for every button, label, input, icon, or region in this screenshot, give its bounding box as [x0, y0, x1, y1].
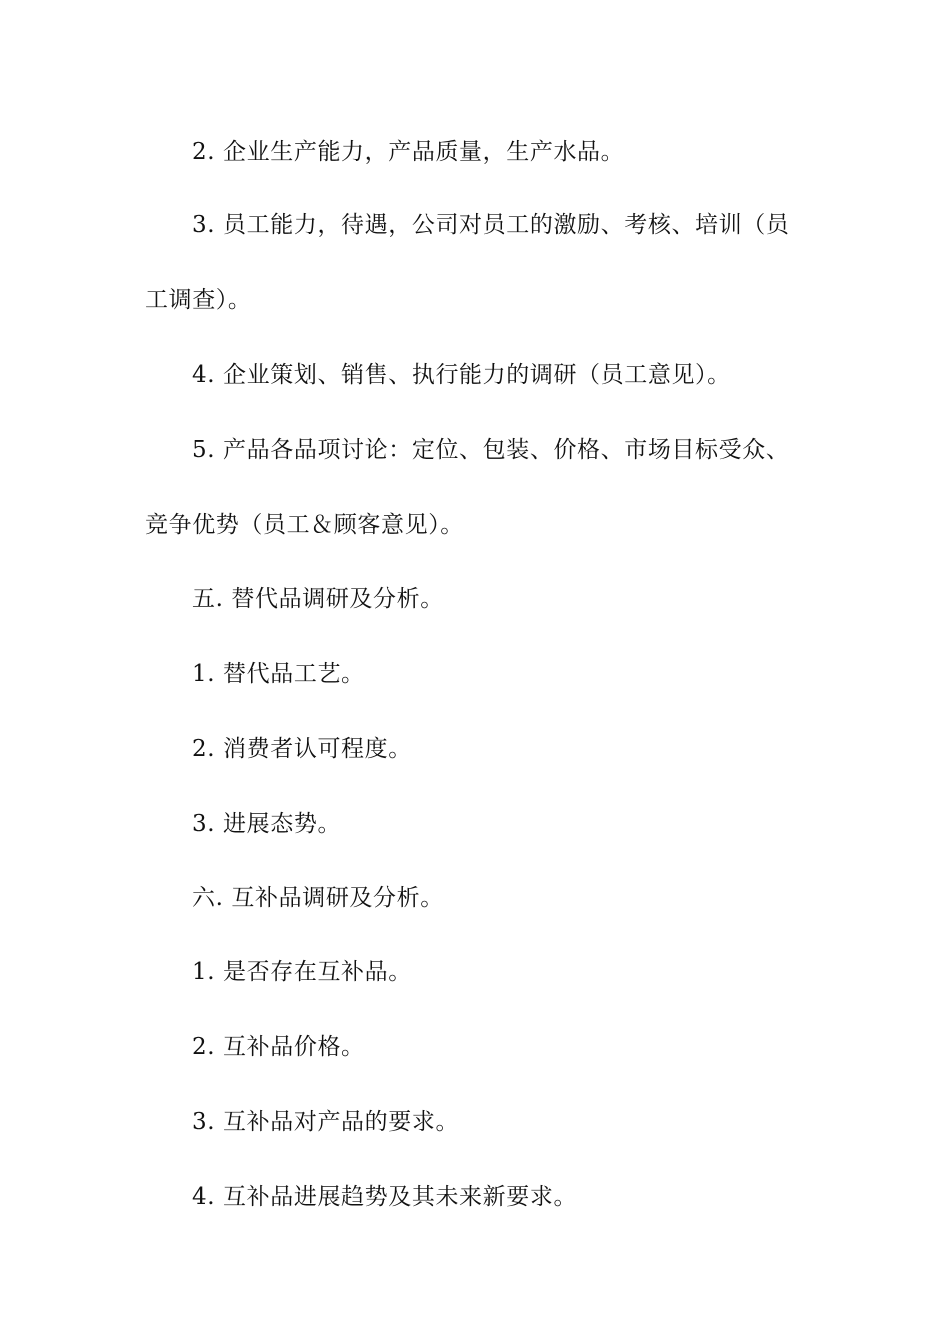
paragraph-line: 2. 互补品价格。 [192, 1034, 365, 1060]
paragraph-line: 1. 是否存在互补品。 [192, 959, 412, 985]
paragraph-line: 4. 互补品进展趋势及其未来新要求。 [192, 1184, 578, 1210]
section-heading: 六. 互补品调研及分析。 [192, 885, 444, 911]
section-heading: 五. 替代品调研及分析。 [192, 586, 444, 612]
paragraph-line: 2. 消费者认可程度。 [192, 736, 412, 762]
paragraph-line: 3. 进展态势。 [192, 811, 342, 837]
paragraph-line: 3. 互补品对产品的要求。 [192, 1109, 460, 1135]
paragraph-line: 3. 员工能力，待遇，公司对员工的激励、考核、培训（员 [192, 212, 790, 238]
paragraph-line: 4. 企业策划、销售、执行能力的调研（员工意见）。 [192, 362, 731, 388]
paragraph-line: 1. 替代品工艺。 [192, 661, 365, 687]
paragraph-line: 5. 产品各品项讨论：定位、包装、价格、市场目标受众、 [192, 437, 790, 463]
paragraph-line: 竞争优势（员工＆顾客意见）。 [145, 512, 464, 538]
paragraph-line: 2. 企业生产能力，产品质量，生产水品。 [192, 139, 625, 165]
paragraph-line: 工调查）。 [145, 287, 252, 313]
